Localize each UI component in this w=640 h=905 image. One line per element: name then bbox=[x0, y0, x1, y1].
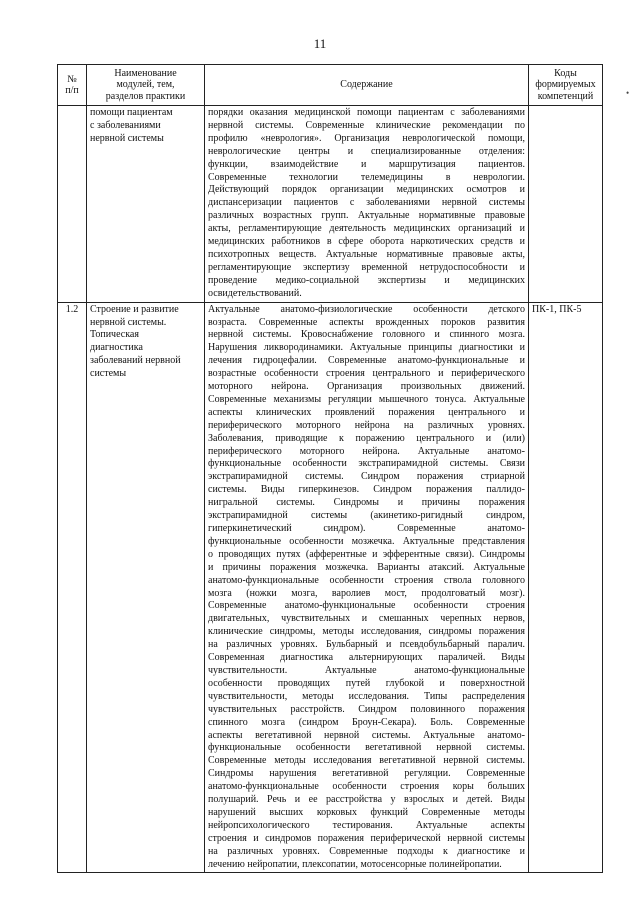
text-line: функциональные особенности мозжечка. Актуальные представления bbox=[208, 535, 525, 547]
row-codes bbox=[529, 106, 603, 303]
text-line: строения и синдромов поражения периферической нервной системы bbox=[208, 832, 525, 844]
text-line: периферического моторного нейрона на различных уровнях. bbox=[208, 419, 525, 431]
text-line: различных возрастных групп. Актуальные нормативные правовые bbox=[208, 210, 525, 222]
text-line: Современные механизмы регуляции мышечного тонуса. Актуальные bbox=[208, 393, 525, 405]
text-line: экстрапирамидной системы. Синдром поражения стриарной bbox=[208, 471, 525, 483]
text-line: возрастные особенности строения центрального и периферического bbox=[208, 368, 525, 380]
text-line: функции, взаимодействие и маршрутизация пациентов. bbox=[208, 158, 525, 170]
text-line: чувствительности. Актуальные анатомо-функциональные bbox=[208, 664, 525, 676]
text-line: о проводящих путях (афферентные и эфферентные связи). Синдромы bbox=[208, 548, 525, 560]
text-line: п/п bbox=[65, 85, 79, 96]
text-line: заболеваний нервной bbox=[90, 355, 181, 367]
row-module-name bbox=[87, 302, 205, 873]
row-content bbox=[205, 302, 529, 873]
text-line: периферического моторного нейрона. Актуальные анатомо- bbox=[208, 445, 525, 457]
text-line: акты, регламентирующие деятельность медицинских организаций и bbox=[208, 223, 525, 235]
text-line: на различных уровнях. Современные подходы к диагностике и bbox=[208, 845, 525, 857]
text-line: системы bbox=[90, 368, 127, 380]
row-content bbox=[205, 106, 529, 303]
text-line: нервной системы. bbox=[90, 316, 167, 328]
header-content bbox=[205, 65, 529, 106]
text-line: возраста. Современные аспекты врожденных пороков развития bbox=[208, 316, 525, 328]
text-line: Действующий порядок организации медицинских осмотров и bbox=[208, 184, 525, 196]
text-line: разделов практики bbox=[105, 90, 186, 102]
text-line: диспансеризации пациентов с заболеваниями нервной системы bbox=[208, 197, 525, 209]
text-line: анатомо-функциональные особенности строения ствола головного bbox=[208, 574, 525, 586]
text-line: нервной системы. Современные клинические рекомендации по bbox=[208, 119, 525, 131]
text-line: нервной системы bbox=[90, 132, 164, 144]
curriculum-table bbox=[57, 64, 603, 873]
text-line: с заболеваниями bbox=[90, 119, 161, 131]
text-line: Современная диагностика альтернирующих параличей. Виды bbox=[208, 652, 525, 664]
text-line: двигательных, чувствительных и смешанных черепных нервов, bbox=[208, 613, 525, 625]
text-line: профилю «неврология». Организация неврологической помощи, bbox=[208, 132, 525, 144]
text-line: регламентирующие экспертизу временной нетрудоспособности и bbox=[208, 261, 525, 273]
text-line: освидетельствований. bbox=[208, 287, 302, 299]
text-line: чувствительных расстройств. Синдром половинного поражения bbox=[208, 703, 525, 715]
text-line: клинические синдромы, методы исследования, синдромы поражения bbox=[208, 626, 525, 638]
row-number bbox=[58, 106, 87, 303]
text-line: компетенций bbox=[537, 90, 594, 102]
text-line: Строение и развитие bbox=[90, 303, 179, 315]
row-number: 1.2 bbox=[58, 302, 87, 873]
page-number: 11 bbox=[313, 36, 327, 51]
text-line: нервной системы. Кровоснабжение головного и спинного мозга. bbox=[208, 329, 525, 341]
text-line: спинного мозга (синдром Броун-Секара). Боль. Современные bbox=[208, 716, 525, 728]
text-line: нейропсихологического тестирования. Актуальные аспекты bbox=[208, 819, 525, 831]
text-line: Синдромы нарушения вегетативной регуляции. Современные bbox=[208, 768, 525, 780]
table-row bbox=[58, 302, 603, 873]
header-num bbox=[58, 65, 87, 106]
text-line: медицинских работников в сфере оборота наркотических средств и bbox=[208, 236, 525, 248]
text-line: модулей, тем, bbox=[116, 79, 175, 91]
text-line: проведение медико-социальной экспертизы и медицинских bbox=[208, 274, 525, 286]
text-line: помощи пациентам bbox=[90, 107, 173, 118]
text-line: Современные методы исследования вегетативной нервной системы. bbox=[208, 755, 525, 767]
text-line: психотропных веществ. Актуальные нормативные правовые акты, bbox=[208, 248, 525, 260]
text-line: на различных уровнях. Бульбарный и псевдобульбарный паралич. bbox=[208, 639, 525, 651]
text-line: № bbox=[67, 73, 77, 85]
text-line: системы. Виды гиперкинезов. Синдром поражения паллидо- bbox=[208, 484, 525, 496]
row-codes: ПК-1, ПК-5 bbox=[529, 302, 603, 873]
text-line: Нарушения ликвородинамики. Актуальные принципы диагностики и bbox=[208, 342, 525, 354]
text-line: полушарий. Речь и ее расстройства у взрослых и детей. Виды bbox=[208, 794, 525, 806]
text-line: Актуальные анатомо-физиологические особенности детского bbox=[208, 303, 525, 315]
text-line: мозга (ножки мозга, варолиев мост, продолговатый мозг). bbox=[208, 587, 525, 599]
text-line: нигральной системы. Синдромы и причины поражения bbox=[208, 497, 525, 509]
text-line: порядки оказания медицинской помощи пациентам с заболеваниями bbox=[208, 107, 525, 118]
header-name bbox=[87, 65, 205, 106]
header-codes bbox=[529, 65, 603, 106]
text-line: и причины поражения мозжечка. Варианты атаксий. Актуальные bbox=[208, 561, 525, 573]
text-line: аспекты клинических проявлений поражения центрального и bbox=[208, 406, 525, 418]
text-line: функциональные особенности экстрапирамидной системы. Связи bbox=[208, 458, 525, 470]
margin-mark: • bbox=[626, 88, 630, 98]
text-line: диагностика bbox=[90, 342, 143, 354]
text-line: лечения гидроцефалии. Современные анатомо-функциональные и bbox=[208, 355, 525, 367]
text-line: нарушений высших корковых функций Современные методы bbox=[208, 806, 525, 818]
text-line: гиперкинетический синдром). Современные анатомо- bbox=[208, 523, 525, 534]
text-line: Наименование bbox=[114, 67, 177, 79]
text-line: лечению нейропатии, плексопатии, мотосенсорные полинейропатии. bbox=[208, 858, 502, 870]
text-line: Коды bbox=[554, 67, 577, 79]
text-line: аспекты вегетативной нервной системы. Актуальные анатомо- bbox=[208, 729, 525, 741]
text-line: особенности проводящих путей глубокой и поверхностной bbox=[208, 677, 525, 689]
text-line: неврологические центры и специализированные отделения: bbox=[208, 145, 525, 157]
row-module-name bbox=[87, 106, 205, 303]
header-content-label: Содержание bbox=[340, 79, 393, 91]
text-line: Заболевания, приводящие к поражению центрального и (или) bbox=[208, 432, 525, 444]
text-line: Современные технологии телемедицины в неврологии. bbox=[208, 171, 525, 183]
table-row bbox=[58, 106, 603, 303]
text-line: Топическая bbox=[90, 329, 139, 341]
text-line: анатомо-функциональные особенности строения коры больших bbox=[208, 781, 525, 793]
text-line: Современные анатомо-функциональные особенности строения bbox=[208, 600, 525, 612]
text-line: функциональные особенности вегетативной нервной системы. bbox=[208, 742, 525, 754]
text-line: чувствительности, методы исследования. Типы распределения bbox=[208, 690, 525, 702]
text-line: формируемых bbox=[535, 79, 596, 91]
table-header-row bbox=[58, 65, 603, 106]
text-line: моторного нейрона. Организация произвольных движений. bbox=[208, 381, 525, 393]
text-line: экстрапирамидной системы (акинетико-ригидный синдром, bbox=[208, 510, 525, 522]
